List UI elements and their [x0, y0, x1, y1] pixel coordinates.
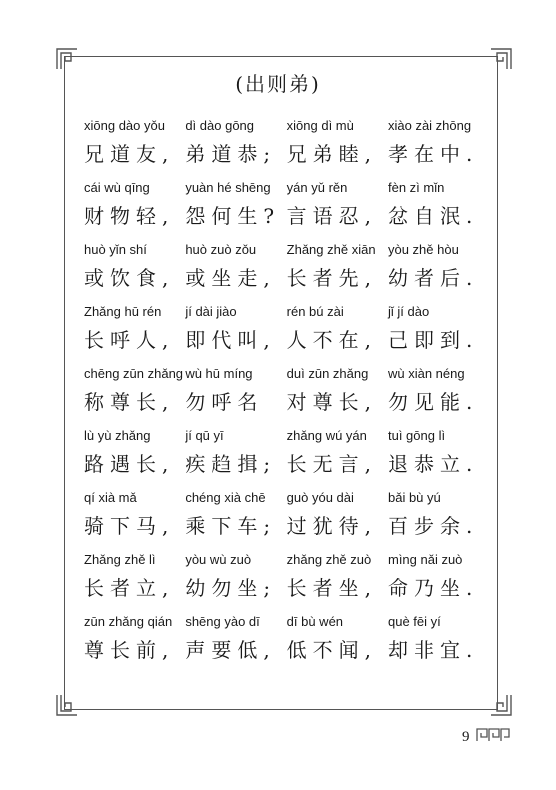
hanzi-phrase: 怨何生?: [185, 204, 281, 228]
hanzi-phrase: 乘下车;: [185, 514, 277, 538]
hanzi-phrase: 兄道友,: [84, 142, 175, 166]
pinyin-phrase: mìng nǎi zuò: [387, 552, 463, 567]
verse-block: [84, 490, 484, 538]
pinyin-phrase: yán yǔ rěn: [286, 180, 348, 195]
corner-ornament-top-left: [56, 48, 78, 70]
hanzi-phrase: 长者立,: [84, 576, 175, 600]
pinyin-phrase: Zhǎng zhě xiān: [286, 242, 376, 257]
fret-ornament-icon: [476, 728, 510, 747]
pinyin-row: [84, 242, 484, 260]
pinyin-phrase: jí qū yī: [185, 428, 224, 443]
pinyin-phrase: zhǎng zhě zuò: [286, 552, 372, 567]
pinyin-phrase: shēng yào dī: [185, 614, 260, 629]
hanzi-phrase: 长者先,: [286, 266, 378, 290]
hanzi-row: [84, 510, 484, 538]
hanzi-phrase: 言语忍,: [286, 204, 378, 228]
hanzi-phrase: 路遇长,: [84, 452, 175, 476]
pinyin-row: [84, 366, 484, 384]
hanzi-phrase: 退恭立.: [387, 452, 479, 476]
pinyin-row: [84, 428, 484, 446]
hanzi-phrase: 疾趋揖;: [185, 452, 277, 476]
pinyin-phrase: tuì gōng lì: [387, 428, 446, 443]
hanzi-phrase: 己即到.: [387, 328, 479, 352]
verse-block: [84, 366, 484, 414]
pinyin-phrase: lù yù zhǎng: [84, 428, 151, 443]
hanzi-phrase: 长呼人,: [84, 328, 175, 352]
hanzi-row: [84, 138, 484, 166]
hanzi-row: [84, 572, 484, 600]
hanzi-row: [84, 448, 484, 476]
hanzi-phrase: 尊长前,: [84, 638, 175, 662]
corner-ornament-bottom-right: [490, 694, 512, 716]
hanzi-row: [84, 386, 484, 414]
corner-ornament-bottom-left: [56, 694, 78, 716]
hanzi-phrase: 勿呼名: [185, 390, 264, 414]
pinyin-phrase: huò zuò zǒu: [185, 242, 257, 257]
pinyin-phrase: xiào zài zhōng: [387, 118, 472, 133]
hanzi-phrase: 低不闻,: [286, 638, 378, 662]
pinyin-phrase: bǎi bù yú: [387, 490, 441, 505]
hanzi-phrase: 弟道恭;: [185, 142, 277, 166]
pinyin-phrase: jí dài jiào: [185, 304, 237, 319]
pinyin-phrase: jǐ jí dào: [387, 304, 430, 319]
hanzi-phrase: 兄弟睦,: [286, 142, 378, 166]
pinyin-phrase: yòu wù zuò: [185, 552, 252, 567]
hanzi-phrase: 却非宜.: [387, 638, 479, 662]
pinyin-phrase: qí xià mǎ: [84, 490, 137, 505]
corner-ornament-top-right: [490, 48, 512, 70]
pinyin-phrase: huò yǐn shí: [84, 242, 147, 257]
page-number: 9: [462, 729, 470, 745]
hanzi-row: [84, 324, 484, 352]
pinyin-phrase: què fēi yí: [387, 614, 441, 629]
pinyin-phrase: dī bù wén: [286, 614, 344, 629]
pinyin-phrase: chēng zūn zhǎng: [84, 366, 184, 381]
page-footer: [462, 728, 510, 747]
hanzi-phrase: 孝在中.: [387, 142, 479, 166]
pinyin-row: [84, 180, 484, 198]
hanzi-phrase: 声要低,: [185, 638, 276, 662]
hanzi-phrase: 或饮食,: [84, 266, 175, 290]
hanzi-phrase: 命乃坐.: [387, 576, 479, 600]
pinyin-phrase: zūn zhǎng qián: [84, 614, 173, 629]
section-title: (出则弟): [235, 72, 321, 96]
pinyin-phrase: wù xiàn néng: [387, 366, 465, 381]
hanzi-phrase: 骑下马,: [84, 514, 175, 538]
pinyin-phrase: xiōng dì mù: [286, 118, 354, 133]
hanzi-phrase: 对尊长,: [286, 390, 378, 414]
pinyin-phrase: Zhǎng zhě lì: [84, 552, 156, 567]
hanzi-phrase: 即代叫,: [185, 328, 276, 352]
pinyin-row: [84, 552, 484, 570]
hanzi-phrase: 忿自泯.: [387, 204, 479, 228]
hanzi-phrase: 人不在,: [286, 328, 378, 352]
verse-block: [84, 552, 484, 600]
pinyin-phrase: rén bú zài: [286, 304, 344, 319]
pinyin-phrase: duì zūn zhǎng: [286, 366, 369, 381]
pinyin-phrase: yuàn hé shēng: [185, 180, 271, 195]
hanzi-phrase: 称尊长,: [84, 390, 175, 414]
pinyin-phrase: zhǎng wú yán: [286, 428, 367, 443]
hanzi-phrase: 幼者后.: [387, 266, 479, 290]
hanzi-phrase: 长无言,: [286, 452, 378, 476]
verse-block: [84, 180, 484, 228]
pinyin-phrase: dì dào gōng: [185, 118, 255, 133]
pinyin-row: [84, 614, 484, 632]
hanzi-row: [84, 200, 484, 228]
pinyin-phrase: xiōng dào yǒu: [84, 118, 165, 133]
verse-block: [84, 242, 484, 290]
verse-block: [84, 304, 484, 352]
pinyin-row: [84, 118, 484, 136]
pinyin-phrase: chéng xià chē: [185, 490, 266, 505]
hanzi-phrase: 财物轻,: [84, 204, 175, 228]
pinyin-phrase: cái wù qīng: [84, 180, 150, 195]
pinyin-phrase: guò yóu dài: [286, 490, 354, 505]
pinyin-phrase: Zhǎng hū rén: [84, 304, 162, 319]
hanzi-phrase: 长者坐,: [286, 576, 378, 600]
hanzi-phrase: 幼勿坐;: [185, 576, 277, 600]
pinyin-row: [84, 490, 484, 508]
hanzi-phrase: 百步余.: [387, 514, 479, 538]
hanzi-row: [84, 262, 484, 290]
pinyin-phrase: wù hū míng: [185, 366, 253, 381]
pinyin-row: [84, 304, 484, 322]
pinyin-phrase: fèn zì mǐn: [387, 180, 445, 195]
verse-block: [84, 118, 484, 166]
hanzi-phrase: 或坐走,: [185, 266, 276, 290]
pinyin-phrase: yòu zhě hòu: [387, 242, 459, 257]
hanzi-row: [84, 634, 484, 662]
verse-block: [84, 614, 484, 662]
hanzi-phrase: 勿见能.: [387, 390, 479, 414]
hanzi-phrase: 过犹待,: [286, 514, 378, 538]
verse-block: [84, 428, 484, 476]
